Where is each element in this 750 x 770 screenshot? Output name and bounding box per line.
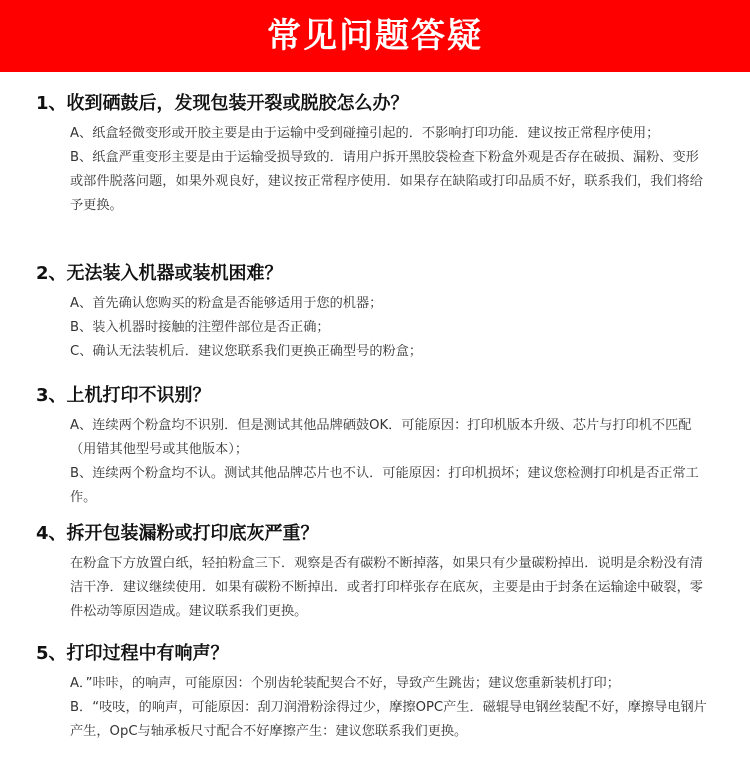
- faq-answer-4a: 在粉盒下方放置白纸，轻拍粉盒三下．观察是否有碳粉不断掉落，如果只有少量碳粉掉出．说明是余粉没有清洁干净．建议继续使用．如果有碳粉不断掉出．或者打印样张存在底灰，主要是由于封条在运输途中破裂，零件松动等原因造成。建议联系我们更换。: [70, 556, 703, 619]
- faq-question-5: 5、打印过程中有响声？: [36, 643, 229, 664]
- faq-answers-2: [70, 292, 710, 364]
- faq-question-1: 1、收到硒鼓后，发现包装开裂或脱胶怎么办？: [36, 93, 409, 114]
- faq-answer-2b: B、装入机器时接触的注塑件部位是否正确；: [70, 320, 330, 335]
- page-title: 常见问题答疑: [267, 16, 483, 56]
- faq-answers-4: [70, 552, 710, 624]
- faq-answer-2a: A、首先确认您购买的粉盒是否能够适用于您的机器；: [70, 296, 383, 311]
- faq-question-2: 2、无法装入机器或装机困难？: [36, 263, 283, 284]
- faq-answer-3b: B、连续两个粉盒均不认。测试其他品牌芯片也不认．可能原因：打印机损坏；建议您检测打印机是否正常工作。: [70, 466, 699, 505]
- faq-answer-5b: B．“吱吱，的响声，可能原因：刮刀润滑粉涂得过少，摩擦OPC产生．磁辊导电钢丝装配不好，摩擦导电钢片产生，OpC与轴承板尺寸配合不好摩擦产生：建议您联系我们更换。: [70, 700, 707, 739]
- faq-question-4: 4、拆开包装漏粉或打印底灰严重？: [36, 523, 319, 544]
- faq-question-3: 3、上机打印不识别？: [36, 385, 211, 406]
- faq-answers-3: [70, 414, 710, 510]
- faq-answer-1b: B、纸盒严重变形主要是由于运输受损导致的．请用户拆开黑胶袋检查下粉盒外观是否存在破损、漏粉、变形或部件脱落问题，如果外观良好，建议按正常程序使用．如果存在缺陷或打印品质不好，联系我们，我们将给予更换。: [70, 150, 703, 213]
- faq-answers-5: [70, 672, 710, 744]
- faq-answer-5a: A．”咔咔，的响声，可能原因：个别齿轮装配契合不好，导致产生跳齿；建议您重新装机打印；: [70, 676, 620, 691]
- faq-answer-2c: C、确认无法装机后．建议您联系我们更换正确型号的粉盒；: [70, 344, 423, 359]
- faq-answer-3a: A、连续两个粉盒均不识别．但是测试其他品牌硒鼓OK．可能原因：打印机版本升级、芯片与打印机不匹配（用错其他型号或其他版本）；: [70, 418, 692, 457]
- faq-answer-1a: A、纸盒轻微变形或开胶主要是由于运输中受到碰撞引起的．不影响打印功能．建议按正常程序使用；: [70, 126, 660, 141]
- faq-answers-1: [70, 122, 710, 218]
- page-header: [0, 0, 750, 72]
